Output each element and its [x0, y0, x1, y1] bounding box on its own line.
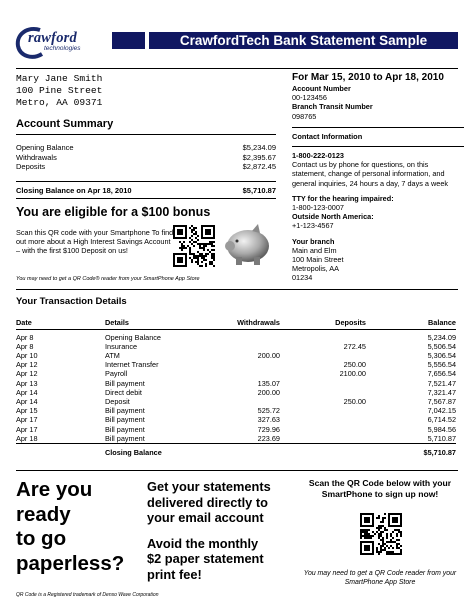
- table-row: [16, 425, 456, 434]
- cell-withdrawal: 200.00: [257, 350, 280, 360]
- cell-date: Apr 17: [16, 415, 38, 425]
- cell-deposit: [280, 351, 366, 360]
- contact-heading: Contact Information: [292, 127, 464, 141]
- cell-withdrawal: [205, 329, 280, 342]
- outside-number: +1-123-4567: [292, 221, 334, 231]
- summary-closing-balance: [16, 186, 276, 195]
- promo-line: Get your statements: [147, 479, 271, 494]
- paperless-promo: [16, 478, 124, 576]
- col-deposits: Deposits: [280, 316, 366, 329]
- cell-withdrawal: [205, 342, 280, 351]
- cell-deposit: [280, 388, 366, 397]
- header-rule: [16, 68, 458, 69]
- bonus-text: Scan this QR code with your Smartphone To find out more about a High Interest Savings Account – with the first $100 Deposit on us!: [16, 228, 174, 256]
- customer-street: 100 Pine Street: [16, 85, 103, 96]
- closing-label: Closing Balance: [105, 443, 205, 460]
- branch-label: Your branch: [292, 236, 335, 246]
- bonus-heading: You are eligible for a $100 bonus: [16, 205, 211, 219]
- cell-empty: [16, 443, 105, 460]
- cell-date: Apr 14: [16, 396, 38, 406]
- title-bar: [112, 32, 458, 49]
- col-date: Date: [16, 316, 105, 329]
- bonus-qr-code-icon: [172, 224, 216, 268]
- cell-withdrawal: [205, 397, 280, 406]
- cell-details: Bill payment: [105, 433, 145, 443]
- cell-date: Apr 12: [16, 369, 38, 379]
- bonus-qr-note: You may need to get a QR Code® reader from your SmartPhone App Store: [16, 276, 200, 282]
- cell-details: Opening Balance: [105, 332, 161, 342]
- paperless-line: ready: [16, 502, 71, 526]
- scan-note: You may need to get a QR Code reader from your SmartPhone App Store: [303, 570, 457, 586]
- cell-deposit: [280, 434, 366, 444]
- transactions-body: [16, 329, 456, 460]
- cell-withdrawal: 729.96: [257, 424, 280, 434]
- table-row: [16, 379, 456, 388]
- cell-deposit: [280, 425, 366, 434]
- customer-name: Mary Jane Smith: [16, 73, 103, 84]
- account-number-label: Account Number: [292, 84, 351, 93]
- cell-date: Apr 8: [16, 341, 34, 351]
- summary-total-rule: [16, 181, 276, 182]
- cell-withdrawal: 525.72: [257, 406, 280, 416]
- transactions-rule: [16, 289, 458, 290]
- outside-label: Outside North America:: [292, 212, 374, 222]
- summary-value: $2,872.45: [242, 162, 276, 171]
- closing-balance-row: [16, 443, 456, 460]
- cell-date: Apr 8: [16, 332, 34, 342]
- contact-divider: [292, 146, 464, 147]
- promo-line: Avoid the monthly: [147, 535, 259, 551]
- cell-details: Bill payment: [105, 406, 145, 416]
- title-bar-block: [112, 32, 145, 49]
- tty-label: TTY for the hearing impaired:: [292, 193, 394, 203]
- bonus-rule: [16, 198, 276, 199]
- summary-label: Deposits: [16, 162, 46, 171]
- customer-address: [16, 73, 102, 109]
- promo-line: your email account: [147, 510, 264, 525]
- cell-date: Apr 15: [16, 406, 38, 416]
- summary-label: Opening Balance: [16, 143, 74, 152]
- table-row: [16, 415, 456, 424]
- col-balance: Balance: [366, 316, 456, 329]
- cell-balance: 7,656.54: [427, 369, 456, 379]
- signup-qr-code-icon: [359, 512, 403, 556]
- paperless-line: to go: [16, 527, 67, 550]
- col-details: Details: [105, 316, 205, 329]
- table-row: [16, 329, 456, 342]
- cell-balance: 7,567.87: [427, 396, 456, 406]
- cell-date: Apr 10: [16, 350, 38, 360]
- col-withdrawals: Withdrawals: [205, 316, 280, 329]
- paperless-line: Are you: [16, 478, 93, 501]
- paperless-line: paperless?: [16, 551, 125, 575]
- cell-date: Apr 14: [16, 387, 38, 397]
- account-number: 00-123456: [292, 93, 327, 103]
- logo-name: rawford: [28, 30, 77, 46]
- table-row: [16, 351, 456, 360]
- cell-details: Deposit: [105, 396, 130, 406]
- email-statement-promo: [147, 479, 297, 582]
- cell-details: Direct debit: [105, 387, 142, 397]
- branch-name: Main and Elm: [292, 245, 337, 255]
- scan-heading: Scan the QR Code below with your SmartPhone to sign up now!: [308, 478, 452, 499]
- cell-details: Bill payment: [105, 424, 145, 434]
- table-row: [16, 434, 456, 444]
- piggy-bank-icon: [222, 222, 272, 268]
- cell-empty: [280, 443, 366, 460]
- cell-deposit: [280, 406, 366, 415]
- cell-deposit: [280, 415, 366, 424]
- summary-rule: [16, 134, 276, 135]
- summary-value: $5,234.09: [242, 143, 276, 152]
- table-row: [16, 388, 456, 397]
- contact-text: Contact us by phone for questions, on this statement, change of personal information, and general inquiries, 24 hours a day, 7 days a week: [292, 160, 449, 188]
- cell-details: Bill payment: [105, 415, 145, 425]
- cell-deposit: [280, 329, 366, 342]
- cell-withdrawal: [205, 360, 280, 369]
- cell-empty: [205, 443, 280, 460]
- logo-tagline: technologies: [44, 45, 81, 52]
- cell-deposit: 250.00: [343, 360, 366, 370]
- cell-date: Apr 13: [16, 378, 38, 388]
- cell-balance: 7,321.47: [427, 387, 456, 397]
- cell-deposit: 250.00: [343, 396, 366, 406]
- trademark-note: QR Code is a Registered trademark of Denso Wave Corporation: [16, 592, 159, 598]
- branch-city: Metropolis, AA: [292, 264, 340, 274]
- cell-balance: 5,234.09: [427, 332, 456, 342]
- table-row: [16, 369, 456, 378]
- cell-date: Apr 18: [16, 433, 38, 443]
- cell-balance: 5,710.87: [427, 433, 456, 443]
- cell-details: Internet Transfer: [105, 360, 159, 370]
- cell-withdrawal: 135.07: [257, 378, 280, 388]
- table-header-row: [16, 316, 456, 329]
- customer-city: Metro, AA 09371: [16, 97, 103, 108]
- cell-withdrawal: 223.69: [257, 433, 280, 443]
- branch-street: 100 Main Street: [292, 255, 344, 265]
- account-summary-rows: [16, 143, 276, 172]
- cell-details: Payroll: [105, 369, 128, 379]
- branch-zip: 01234: [292, 273, 313, 283]
- promo-line: delivered directly to: [147, 494, 268, 510]
- promo-line: $2 paper statement: [147, 551, 264, 566]
- cell-balance: 7,042.15: [427, 406, 456, 416]
- cell-details: Bill payment: [105, 378, 145, 388]
- summary-row: [16, 162, 276, 172]
- cell-balance: 6,714.52: [427, 415, 456, 425]
- table-row: [16, 397, 456, 406]
- cell-balance: 5,556.54: [427, 360, 456, 370]
- cell-details: Insurance: [105, 341, 138, 351]
- contact-phone: 1-800-222-0123: [292, 151, 344, 161]
- summary-value: $2,395.67: [242, 152, 276, 162]
- cell-withdrawal: 327.63: [257, 415, 280, 425]
- cell-balance: 5,506.54: [427, 341, 456, 351]
- statement-info-column: [292, 72, 464, 283]
- cell-deposit: 2100.00: [339, 369, 366, 379]
- cell-balance: 5,306.54: [427, 350, 456, 360]
- table-row: [16, 360, 456, 369]
- cell-details: ATM: [105, 350, 120, 360]
- statement-title: CrawfordTech Bank Statement Sample: [149, 32, 458, 49]
- summary-row: [16, 143, 276, 153]
- transit-number: 098765: [292, 111, 317, 121]
- cell-withdrawal: [205, 369, 280, 378]
- crawfordtech-logo: [14, 26, 94, 62]
- cell-balance: 7,521.47: [427, 378, 456, 388]
- closing-value: $5,710.87: [366, 443, 456, 460]
- cell-withdrawal: 200.00: [257, 387, 280, 397]
- summary-row: [16, 153, 276, 163]
- table-row: [16, 406, 456, 415]
- cell-balance: 5,984.56: [427, 424, 456, 434]
- closing-balance-label: Closing Balance on Apr 18, 2010: [16, 186, 132, 195]
- transactions-heading: Your Transaction Details: [16, 296, 127, 307]
- cell-deposit: [280, 379, 366, 388]
- cell-date: Apr 17: [16, 424, 38, 434]
- statement-period: For Mar 15, 2010 to Apr 18, 2010: [292, 72, 444, 83]
- transactions-table: [16, 316, 456, 460]
- account-summary-heading: Account Summary: [16, 118, 114, 130]
- closing-balance-value: $5,710.87: [242, 186, 276, 195]
- promo-rule: [16, 470, 458, 471]
- tty-number: 1-800-123-0007: [292, 203, 344, 213]
- cell-date: Apr 12: [16, 360, 38, 370]
- cell-deposit: 272.45: [343, 341, 366, 351]
- transit-label: Branch Transit Number: [292, 102, 373, 112]
- promo-line: print fee!: [147, 566, 202, 582]
- table-row: [16, 342, 456, 351]
- summary-label: Withdrawals: [16, 152, 57, 162]
- promo-spacer: [147, 526, 297, 536]
